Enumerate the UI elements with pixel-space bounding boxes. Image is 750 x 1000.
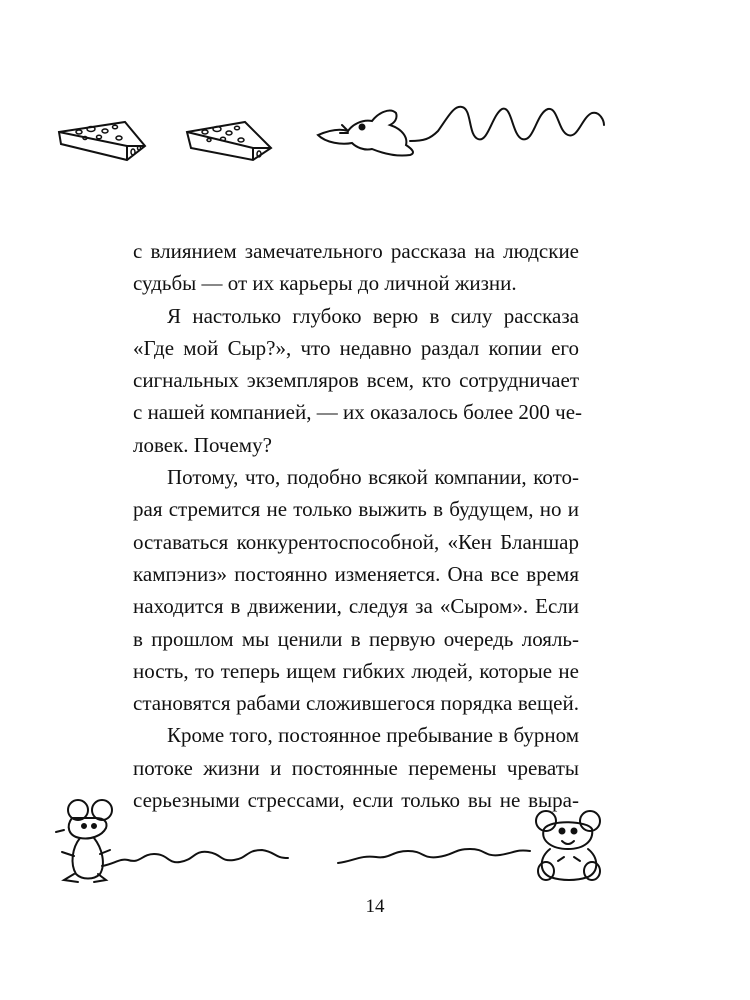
text-line: с влиянием замечательного рассказа на людские (133, 239, 579, 263)
text-line: Кроме того, постоянное пребывание в бурном (167, 723, 579, 748)
running-mouse-icon (312, 95, 612, 165)
text-line: рая стремится не только выжить в будущем, но и (133, 497, 579, 522)
sitting-mouse-icon (330, 805, 620, 885)
text-line: с нашей компанией, — их оказалось более 200 че- (133, 400, 583, 425)
text-line: сигнальных экземпляров всем, кто сотрудничает (133, 368, 579, 393)
text-line: кампэниз» постоянно изменяется. Она все время (133, 561, 579, 586)
text-line: оставаться конкурентоспособной, «Кен Бланшар (133, 529, 579, 554)
cheese-wedge-icon (55, 118, 150, 163)
text-line: становятся рабами сложившегося порядка вещей. (133, 691, 579, 716)
text-line: Я настолько глубоко верю в силу рассказа (167, 303, 579, 328)
text-line: находится в движении, следуя за «Сыром». Если (133, 594, 579, 619)
body-text (133, 235, 583, 816)
standing-mouse-icon (50, 798, 320, 888)
cheese-wedge-icon (183, 118, 278, 163)
text-line: Потому, что, подобно всякой компании, кото- (167, 465, 579, 490)
text-line: в прошлом мы ценили в первую очередь лояль- (133, 626, 579, 651)
text-line: ловек. Почему? (133, 432, 272, 457)
text-line: «Где мой Сыр?», что недавно раздал копии его (133, 335, 579, 360)
text-line: ность, то теперь ищем гибких людей, которые не (133, 658, 579, 683)
text-line: потоке жизни и постоянные перемены чреваты (133, 755, 579, 780)
text-line: серьезными стрессами, если только вы не выра- (133, 788, 579, 813)
page-number: 14 (365, 896, 385, 917)
text-line: судьбы — от их карьеры до личной жизни. (133, 271, 517, 296)
